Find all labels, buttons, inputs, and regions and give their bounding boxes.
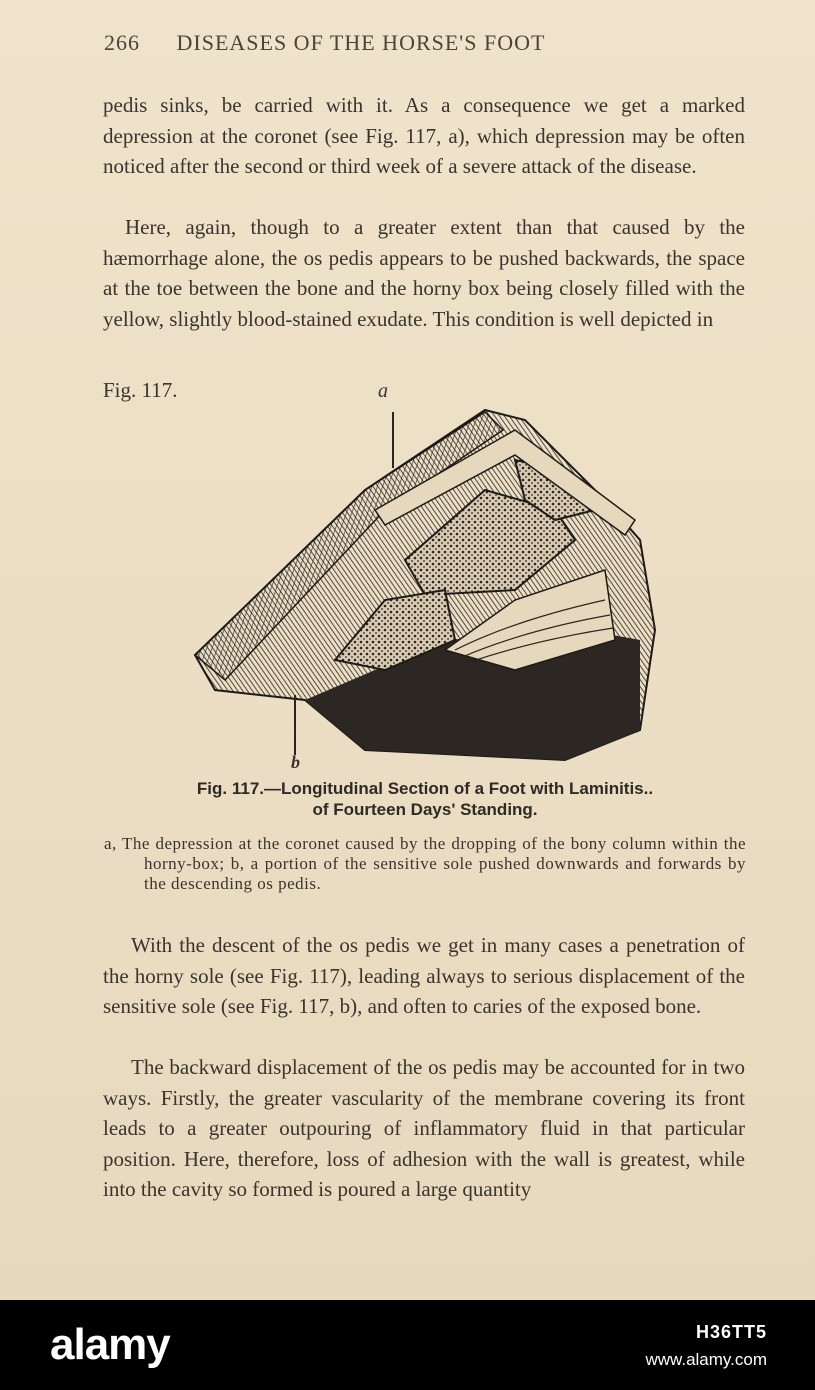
paragraph-4: The backward displacement of the os pedis may be accounted for in two ways. Firstly, the greater vascularity of the membrane covering its front leads to a greater outpouring of inflammatory fluid in that particular position. Here, therefore, loss of adhesion with the wall is greatest, while into the cavity so formed is poured a large quantity	[103, 1055, 745, 1201]
figure-label: Fig. 117.	[103, 378, 178, 402]
paragraph-3: With the descent of the os pedis we get in many cases a penetration of the horny sole (see Fig. 117), leading always to serious displacement of the sensitive sole (see Fig. 117, b), and often to caries of the exposed bone.	[103, 933, 745, 1018]
paragraph-2: Here, again, though to a greater extent than that caused by the hæmorrhage alone, the os pedis appears to be pushed backwards, the space at the toe between the bone and the horny box being closely filled with the yellow, slightly blood-stained exudate. This condition is well depicted in	[103, 215, 745, 331]
figure-marker-b: b	[291, 752, 300, 772]
page-number: 266	[104, 30, 140, 55]
site-url: www.alamy.com	[645, 1350, 767, 1369]
caption-line-2: of Fourteen Days' Standing.	[312, 800, 538, 819]
running-title: DISEASES OF THE HORSE'S FOOT	[176, 30, 546, 55]
figure-caption	[100, 778, 750, 820]
foot-section-illustration	[185, 400, 665, 770]
image-id: H36TT5	[695, 1322, 767, 1342]
figure-legend: a, The depression at the coronet caused by the dropping of the bony column within the horny-box; b, a portion of the sensitive sole pushed downwards and forwards by the descending os pedis.	[104, 834, 746, 893]
figure-marker-a: a	[378, 380, 388, 402]
caption-line-1: Fig. 117.—Longitudinal Section of a Foot with Laminitis..	[196, 779, 654, 798]
running-header	[104, 30, 744, 56]
paragraph-1: pedis sinks, be carried with it. As a consequence we get a marked depression at the coronet (see Fig. 117, a), which depression may be often noticed after the second or third week of a severe attack of the disease.	[103, 93, 745, 178]
watermark-bar	[0, 1300, 815, 1390]
brand-logo: alamy	[50, 1320, 170, 1369]
